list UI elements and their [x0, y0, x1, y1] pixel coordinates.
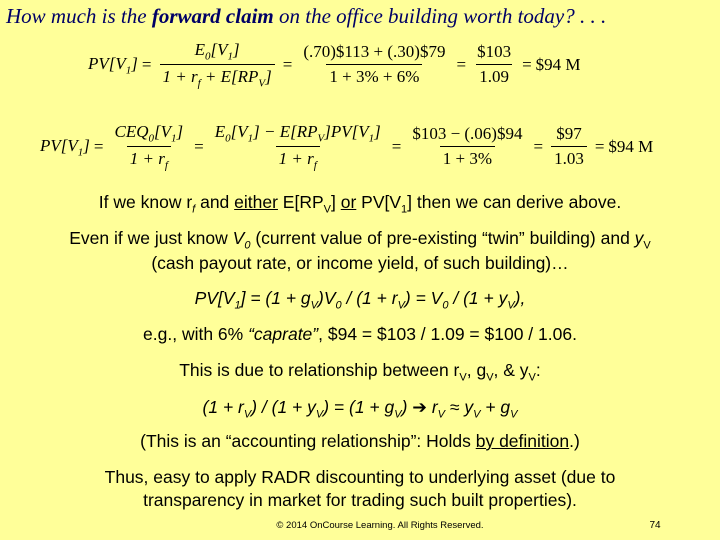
eq1-fraction-1: $\frac{E_0[V_1]}{1 + r_f + E[RP_V]}$ [160, 40, 275, 90]
footer-copyright: © 2014 OnCourse Learning. All Rights Reserved. [276, 520, 484, 531]
eq2-fraction-1: $\frac{CEQ_0[V_1]}{1 + r_f}$ [114, 122, 184, 172]
text-line-4-formula: $PV[V_1] = (1 + g_V)V_0 / (1 + r_V) = V_0 / (1 + y_V)$, [194, 288, 526, 312]
equation-pv-ceq: $PV[V_1]$ = $\frac{CEQ_0[V_1]}{1 + r_f}$ = $\frac{E_0[V_1] - E[RP_V]PV[V_1]}{1 + r_f}$ = $\frac{\$103 - (.06)\$94}{1 + 3\%}$ = $\frac{\$97}{1.03}$ = $94 M [40, 122, 654, 172]
title-bold-term: forward claim [151, 4, 274, 28]
text-line-8: (This is an “accounting relationship”: Holds by definition.) [140, 431, 580, 451]
eq2-result: $94 M [608, 136, 654, 156]
slide-title: How much is the forward claim on the office building worth today? . . . [6, 4, 607, 28]
eq1-fraction-2: $\frac{(.70)\$113 + (.30)\$79}{1 + 3\% + 6\%}$ [303, 42, 446, 87]
text-line-2: Even if we just know $V_0$ (current value of pre-existing “twin” building) and $y_V$ [69, 228, 651, 252]
page-number: 74 [649, 520, 661, 531]
eq2-lhs: $PV[V_1]$ [40, 135, 90, 159]
equation-pv-radr: $PV[V_1]$ = $\frac{E_0[V_1]}{1 + r_f + E[RP_V]}$ = $\frac{(.70)\$113 + (.30)\$79}{1 + 3\% + 6\%}$ = $\frac{\$103}{1.09}$ = $94 M [88, 40, 581, 90]
text-line-5: e.g., with 6% “caprate”, $94 = $103 / 1.09 = $100 / 1.06. [143, 324, 577, 344]
text-line-7-formula: $(1 + r_V) / (1 + y_V) = (1 + g_V)$ ➔ $r_V \approx y_V + g_V$ [202, 397, 518, 421]
eq1-fraction-3: $\frac{\$103}{1.09}$ [477, 42, 512, 87]
eq1-result: $94 M [535, 54, 581, 74]
text-line-1: If we know $r_f$ and either $E[RP_V]$ or $PV[V_1]$ then we can derive above. [98, 192, 622, 216]
text-line-3: (cash payout rate, or income yield, of such building)… [151, 253, 569, 273]
text-line-9: Thus, easy to apply RADR discounting to underlying asset (due to [104, 467, 616, 487]
implies-arrow-icon: ➔ [412, 397, 427, 417]
eq2-fraction-3: $\frac{\$103 - (.06)\$94}{1 + 3\%}$ [412, 124, 523, 169]
text-line-6: This is due to relationship between $r_V$, $g_V$, & $y_V$: [179, 360, 541, 384]
eq1-lhs: $PV[V_1]$ [88, 53, 138, 77]
text-line-10: transparency in market for trading such built properties). [143, 490, 577, 510]
eq2-fraction-4: $\frac{\$97}{1.03}$ [551, 124, 587, 169]
eq2-fraction-2: $\frac{E_0[V_1] - E[RP_V]PV[V_1]}{1 + r_f}$ [214, 122, 381, 172]
